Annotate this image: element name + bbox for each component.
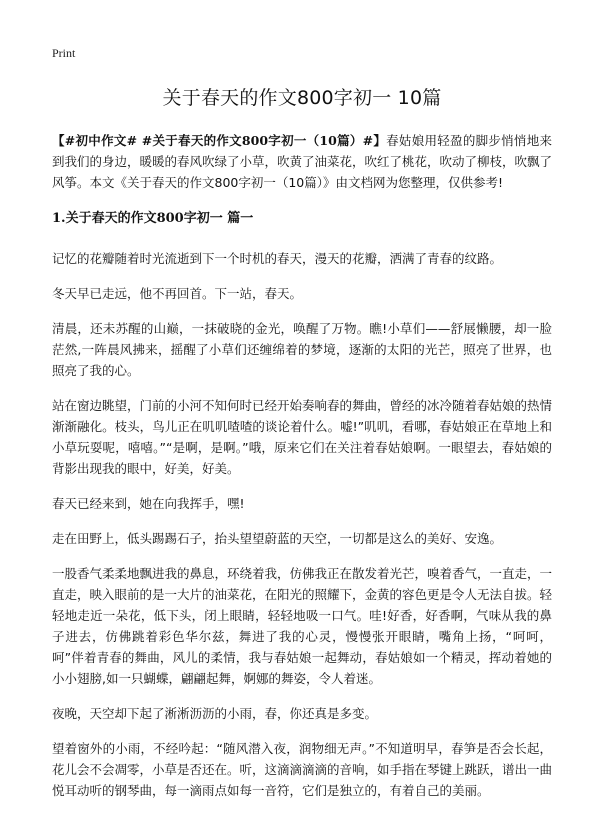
page-title: 关于春天的作文800字初一 10篇 (162, 87, 442, 109)
paragraph-2: 冬天早已走远，他不再回首。下一站，春天。 (52, 286, 303, 301)
paragraph-8: 夜晚，天空却下起了淅淅沥沥的小雨，春，你还真是多变。 (52, 706, 378, 721)
paragraph-6: 走在田野上，低头踢踢石子，抬头望望蔚蓝的天空，一切都是这么的美好、安逸。 (52, 531, 503, 546)
paragraph-4: 站在窗边眺望，门前的小河不知何时已经开始奏响春的舞曲，曾经的冰冷随着春姑娘的热情渐渐融化。枝头，鸟儿正在叽叽喳喳的谈论着什么。嘘!”叽叽，看哪，春姑娘正在草地上和小草玩耍呢，嘻嘻。”“是啊，是啊。”哦，原来它们在关注着春姑娘啊。一眼望去，春姑娘的背影出现我的眼中，好美，好美。 (52, 398, 553, 476)
paragraph-1: 记忆的花瓣随着时光流逝到下一个时机的春天，漫天的花瓣，洒满了青春的纹路。 (52, 251, 503, 266)
intro-text: 春姑娘用轻盈的脚步悄悄地来到我们的身边，暖暖的春风吹绿了小草，吹黄了油菜花，吹红了桃花，吹动了柳枝，吹飘了风筝。本文《关于春天的作文800字初一（10篇）》由文档网为您整理，仅供参考! (52, 133, 553, 190)
section-heading: 1.关于春天的作文800字初一 篇一 (52, 211, 254, 226)
paragraph-7: 一股香气柔柔地飘进我的鼻息，环绕着我，仿佛我正在散发着光芒，嗅着香气，一直走，一直走，映入眼前的是一大片的油菜花，在阳光的照耀下，金黄的容色更是令人无法自拔。轻轻地走近一朵花，低下头，闭上眼睛，轻轻地吸一口气。哇!好香，好香啊，气味从我的鼻子进去，仿佛跳着彩色华尔兹，舞进了我的心灵，慢慢张开眼睛，嘴角上扬，“呵呵，呵”伴着青春的舞曲，风儿的柔情，我与春姑娘一起舞动，春姑娘如一个精灵，挥动着她的小小翅膀,如一只蝴蝶，翩翩起舞，婀娜的舞姿，令人着迷。 (52, 566, 553, 686)
paragraph-5: 春天已经来到，她在向我挥手，嘿! (52, 496, 245, 511)
print-label: Print (52, 46, 76, 60)
intro-paragraph (52, 130, 552, 193)
paragraph-9: 望着窗外的小雨，不经吟起：“随风潜入夜，润物细无声。”不知道明早，春笋是否会长起，花儿会不会凋零，小草是否还在。听，这滴滴滴滴的音响，如手指在琴键上跳跃，谱出一曲悦耳动听的钢琴曲，每一滴雨点如每一音符，它们是独立的，有着自己的美丽。 (52, 741, 553, 798)
intro-lead: 【#初中作文# #关于春天的作文800字初一（10篇）#】 (52, 133, 387, 148)
paragraph-3: 清晨，还未苏醒的山巅，一抹破晓的金光，唤醒了万物。瞧!小草们——舒展懒腰，却一脸茫然,一阵晨风拂来，摇醒了小草们还缠绵着的梦境，逐渐的太阳的光芒，照亮了世界，也照亮了我的心。 (52, 321, 552, 378)
